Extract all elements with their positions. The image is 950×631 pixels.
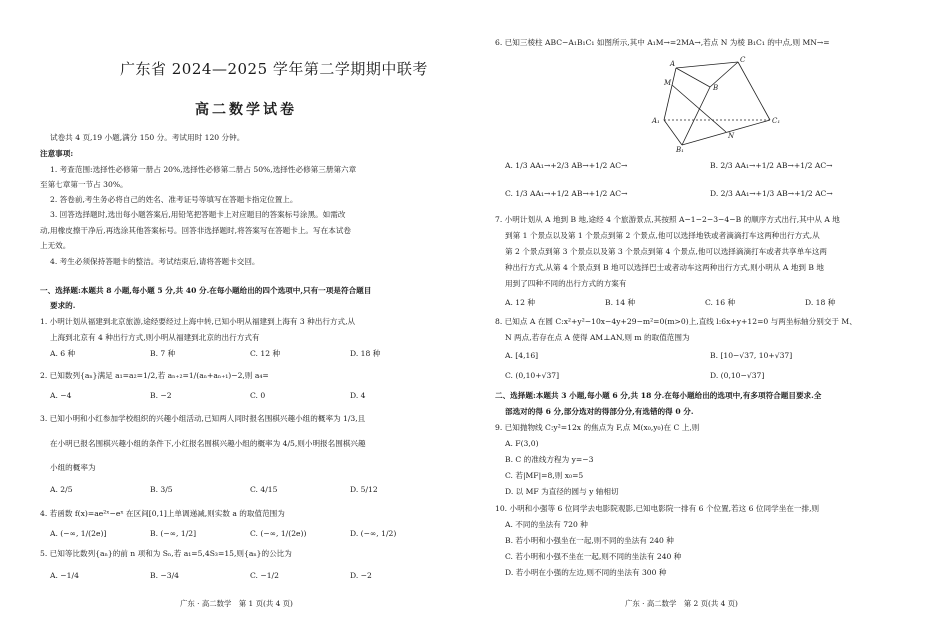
q8-line-2: N 两点,若存在点 A 使得 AM⊥AN,则 m 的取值范围为 (505, 333, 690, 342)
q9-option-a: A. F(3,0) (505, 439, 539, 448)
notice-item-3a: 3. 回答选择题时,选出每小题答案后,用铅笔把答题卡上对应题目的答案标号涂黑。如需改 (50, 210, 346, 219)
left-column (40, 0, 460, 631)
segment-m-n (672, 85, 726, 132)
q7-line-2: 到第 1 个景点以及第 1 个景点到第 2 个景点,他可以选择地铁或者滴滴打车这两种出行方式,从 (505, 231, 820, 240)
notice-heading: 注意事项: (40, 149, 74, 158)
q7-line-1: 7. 小明计划从 A 地到 B 地,途经 4 个旅游景点,其按照 A−1−2−3−4−B 的顺序方式出行,其中从 A 地 (495, 215, 840, 224)
q9-option-d: D. 以 MF 为直径的圆与 y 轴相切 (505, 487, 619, 496)
notice-item-1a: 1. 考查范围:选择性必修第一册占 20%,选择性必修第二册占 50%,选择性必修第三册第六章 (50, 165, 357, 174)
q7-option-c: C. 16 种 (705, 298, 736, 307)
label-c: C (740, 56, 746, 64)
q5-option-a: A. −1/4 (50, 571, 79, 580)
notice-item-2: 2. 答卷前,考生务必将自己的姓名、准考证号等填写在答题卡指定位置上。 (50, 195, 298, 204)
q10-stem: 10. 小明和小强等 6 位同学去电影院观影,已知电影院一排有 6 个位置,若这 6 位同学坐在一排,则 (495, 504, 820, 513)
q2-option-c: C. 0 (250, 391, 266, 400)
notice-item-3c: 上无效。 (40, 241, 71, 250)
edge-a-b (676, 68, 710, 87)
q6-option-c: C. 1/3 AA₁→+1/2 AB→+1/2 AC→ (505, 189, 628, 198)
label-b: B (713, 84, 719, 92)
q3-option-c: C. 4/15 (250, 485, 278, 494)
q1-line-2: 上海到北京有 4 种出行方式,则小明从福建到北京的出行方式有 (50, 333, 260, 342)
q3-line-3: 小组的概率为 (50, 463, 96, 472)
section-1-line-2: 要求的. (50, 301, 76, 310)
notice-item-3b: 动,用橡皮擦干净后,再选涂其他答案标号。回答非选择题时,将答案写在答题卡上。写在本试卷 (40, 226, 351, 235)
q6-option-d: D. 2/3 AA₁→+1/3 AB→+1/2 AC→ (710, 189, 833, 198)
edge-a-c (676, 62, 738, 68)
edge-b1-c1 (682, 120, 770, 145)
q7-option-a: A. 12 种 (505, 298, 535, 307)
q4-stem: 4. 若函数 f(x)=ae²ˣ−eˣ 在区间[0,1]上单调递减,则实数 a 的取值范围为 (40, 509, 285, 518)
q6-option-a: A. 1/3 AA₁→+2/3 AB→+1/2 AC→ (505, 161, 628, 170)
q4-options (50, 530, 450, 538)
q2-option-a: A. −4 (50, 391, 72, 400)
q4-option-b: B. (−∞, 1/2] (150, 529, 197, 538)
q8-option-c: C. (0,10+√37] (505, 371, 560, 380)
q10-option-b: B. 若小明和小强坐在一起,则不同的坐法有 240 种 (505, 536, 674, 545)
q3-line-1: 3. 已知小明和小红参加学校组织的兴趣小组活动,已知两人同时报名围棋兴趣小组的概率为 1/3,且 (40, 414, 366, 423)
edge-a-a1 (664, 68, 676, 120)
q9-option-b: B. C 的准线方程为 y=−3 (505, 455, 594, 464)
q3-line-2: 在小明已报名围棋兴趣小组的条件下,小红报名围棋兴趣小组的概率为 4/5,则小明报名围棋兴趣 (50, 439, 366, 448)
q8-option-d: D. (0,10−√37] (710, 371, 765, 380)
q5-stem: 5. 已知等比数列{aₙ}的前 n 项和为 Sₙ,若 a₁=5,4S₃=15,则{aₙ}的公比为 (40, 549, 292, 558)
label-n: N (728, 132, 735, 140)
q1-option-c: C. 12 种 (250, 349, 281, 358)
exam-title: 广东省 2024—2025 学年第二学期期中联考 (120, 60, 428, 78)
edge-c-c1 (738, 62, 770, 120)
q2-option-d: D. 4 (350, 391, 366, 400)
q2-option-b: B. −2 (150, 391, 172, 400)
edge-a1-b1 (664, 120, 682, 145)
q6-options-row-2 (505, 190, 915, 198)
label-a: A (670, 60, 676, 68)
q9-stem: 9. 已知抛物线 C:y²=12x 的焦点为 F,点 M(x₀,y₀)在 C 上,则 (495, 423, 700, 432)
q3-options (50, 486, 450, 494)
q8-options-row-2 (505, 372, 915, 380)
q5-options (50, 572, 450, 580)
right-column (490, 0, 910, 631)
exam-info: 试卷共 4 页,19 小题,满分 150 分。考试用时 120 分钟。 (50, 133, 245, 142)
q4-option-c: C. (−∞, 1/(2e)) (250, 529, 307, 538)
section-2-line-2: 部选对的得 6 分,部分选对的得部分分,有选错的得 0 分. (505, 407, 694, 416)
q2-stem: 2. 已知数列{aₙ}满足 a₁=a₂=1/2,若 aₙ₊₂=1/(aₙ+aₙ₊₁)−2,则 a₄= (40, 371, 269, 380)
q10-option-d: D. 若小明在小强的左边,则不同的坐法有 300 种 (505, 568, 667, 577)
label-c1: C₁ (772, 117, 781, 125)
q3-option-d: D. 5/12 (350, 485, 378, 494)
q8-line-1: 8. 已知点 A 在圆 C:x²+y²−10x−4y+29−m²=0(m>0)上,直线 l:6x+y+12=0 与两坐标轴分别交于 M、 (495, 317, 857, 326)
q7-line-5: 用到了四种不同的出行方式的方案有 (505, 279, 627, 288)
q8-option-b: B. [10−√37, 10+√37] (710, 351, 793, 360)
q7-option-d: D. 18 种 (805, 298, 836, 307)
q1-line-1: 1. 小明计划从福建到北京旅游,途经要经过上海中转,已知小明从福建到上海有 3 种出行方式,从 (40, 317, 356, 326)
q1-options (50, 350, 450, 358)
q6-options-row-1 (505, 162, 915, 170)
notice-item-1b: 至第七章第一节占 30%。 (40, 180, 128, 189)
exam-subject: 高二数学试卷 (195, 102, 297, 118)
q7-options (505, 299, 905, 307)
edge-b-b1 (682, 87, 710, 145)
q5-option-c: C. −1/2 (250, 571, 279, 580)
q1-option-d: D. 18 种 (350, 349, 381, 358)
q3-option-a: A. 2/5 (50, 485, 73, 494)
q8-options-row-1 (505, 352, 915, 360)
q5-option-d: D. −2 (350, 571, 372, 580)
footer-right: 广东 · 高二数学 第 2 页(共 4 页) (625, 599, 738, 608)
q8-option-a: A. [4,16] (505, 351, 539, 360)
q10-option-c: C. 若小明和小强不坐在一起,则不同的坐法有 240 种 (505, 552, 682, 561)
q3-option-b: B. 3/5 (150, 485, 173, 494)
q1-option-b: B. 7 种 (150, 349, 176, 358)
q4-option-a: A. (−∞, 1/(2e)] (50, 529, 107, 538)
prism-figure (650, 52, 790, 152)
q6-option-b: B. 2/3 AA₁→+1/2 AB→+1/2 AC→ (710, 161, 833, 170)
q5-option-b: B. −3/4 (150, 571, 179, 580)
notice-item-4: 4. 考生必须保持答题卡的整洁。考试结束后,请将答题卡交回。 (50, 257, 260, 266)
q10-option-a: A. 不同的坐法有 720 种 (505, 520, 588, 529)
label-b1: B₁ (676, 146, 684, 152)
footer-left: 广东 · 高二数学 第 1 页(共 4 页) (180, 599, 293, 608)
q9-option-c: C. 若|MF|=8,则 x₀=5 (505, 471, 584, 480)
q7-line-3: 第 2 个景点到第 3 个景点以及第 3 个景点到第 4 个景点,他可以选择滴滴打车或者共享单车这两 (505, 247, 828, 256)
q7-option-b: B. 14 种 (605, 298, 636, 307)
q7-line-4: 种出行方式,从第 4 个景点到 B 地可以选择巴士或者动车这两种出行方式,则小明从 A 地到 B 地 (505, 263, 824, 272)
section-2-line-1: 二、选择题:本题共 3 小题,每小题 6 分,共 18 分.在每小题给出的选项中,有多项符合题目要求.全 (495, 391, 822, 400)
label-m: M (664, 79, 672, 87)
label-a1: A₁ (652, 117, 660, 125)
q6-stem: 6. 已知三棱柱 ABC−A₁B₁C₁ 如图所示,其中 A₁M→=2MA→,若点 N 为棱 B₁C₁ 的中点,则 MN→= (495, 38, 830, 47)
q4-option-d: D. (−∞, 1/2) (350, 529, 397, 538)
section-1-line-1: 一、选择题:本题共 8 小题,每小题 5 分,共 40 分.在每小题给出的四个选项中,只有一项是符合题目 (40, 286, 372, 295)
q1-option-a: A. 6 种 (50, 349, 76, 358)
q2-options (50, 392, 450, 400)
